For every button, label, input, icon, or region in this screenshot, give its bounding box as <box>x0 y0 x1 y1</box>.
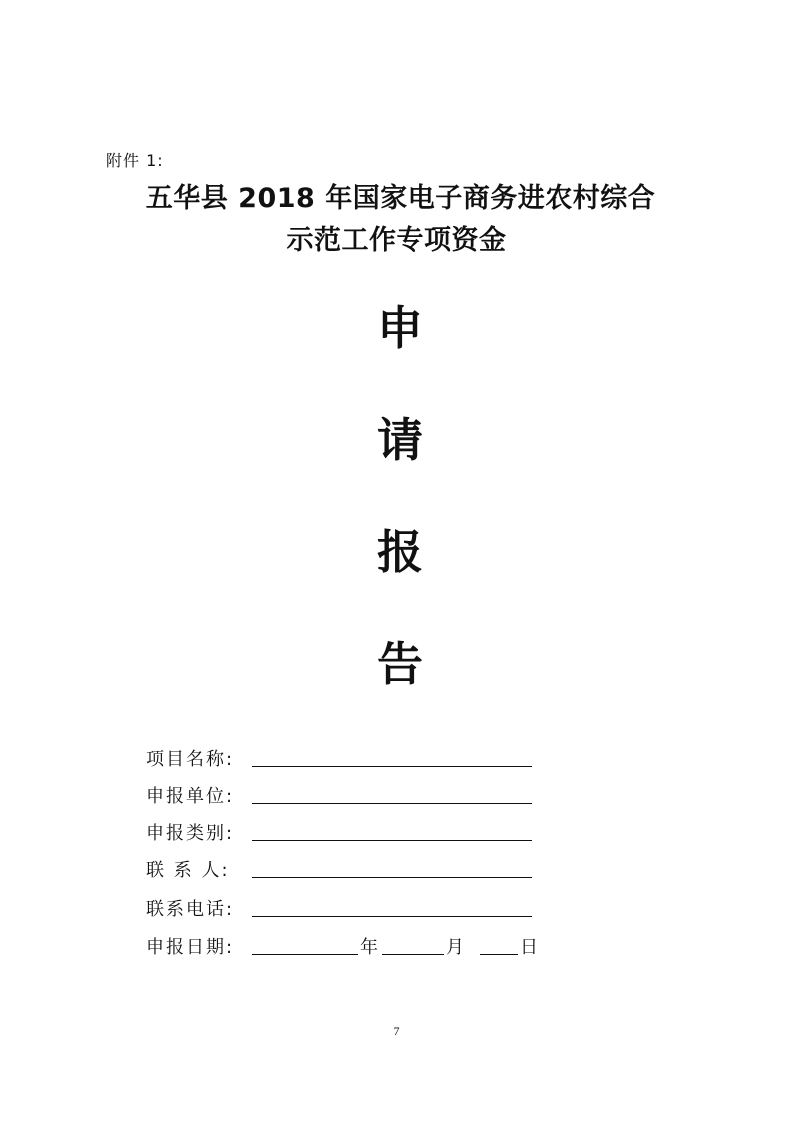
project-name-field[interactable] <box>252 766 532 767</box>
form-row-project-name <box>146 745 546 773</box>
attachment-label: 附件 1: <box>106 151 164 170</box>
document-title-line-1: 五华县 2018 年国家电子商务进农村综合 <box>145 183 656 214</box>
date-day-field[interactable] <box>480 954 518 955</box>
form-row-applicant-unit <box>146 782 546 810</box>
contact-phone-field[interactable] <box>252 916 532 917</box>
date-month-field[interactable] <box>382 954 444 955</box>
application-date-label: 申报日期: <box>146 937 235 958</box>
date-day-label: 日 <box>520 937 538 958</box>
page-number: 7 <box>393 1024 400 1038</box>
application-category-field[interactable] <box>252 840 532 841</box>
report-char-gao: 告 <box>377 637 423 691</box>
date-year-field[interactable] <box>252 954 358 955</box>
applicant-unit-label: 申报单位: <box>146 786 235 807</box>
date-year-label: 年 <box>360 937 378 958</box>
document-title-line-2: 示范工作专项资金 <box>286 225 507 256</box>
form-row-contact-person <box>146 856 546 884</box>
contact-person-label: 联 系 人: <box>146 860 230 881</box>
date-month-label: 月 <box>446 937 464 958</box>
report-char-qing: 请 <box>377 413 423 467</box>
contact-phone-label: 联系电话: <box>146 899 235 920</box>
form-row-application-category <box>146 819 546 847</box>
project-name-label: 项目名称: <box>146 749 235 770</box>
application-category-label: 申报类别: <box>146 823 235 844</box>
form-row-contact-phone <box>146 895 546 923</box>
form-row-application-date <box>146 933 546 961</box>
contact-person-field[interactable] <box>252 877 532 878</box>
applicant-unit-field[interactable] <box>252 803 532 804</box>
report-char-shen: 申 <box>377 301 423 355</box>
report-char-bao: 报 <box>377 525 423 579</box>
